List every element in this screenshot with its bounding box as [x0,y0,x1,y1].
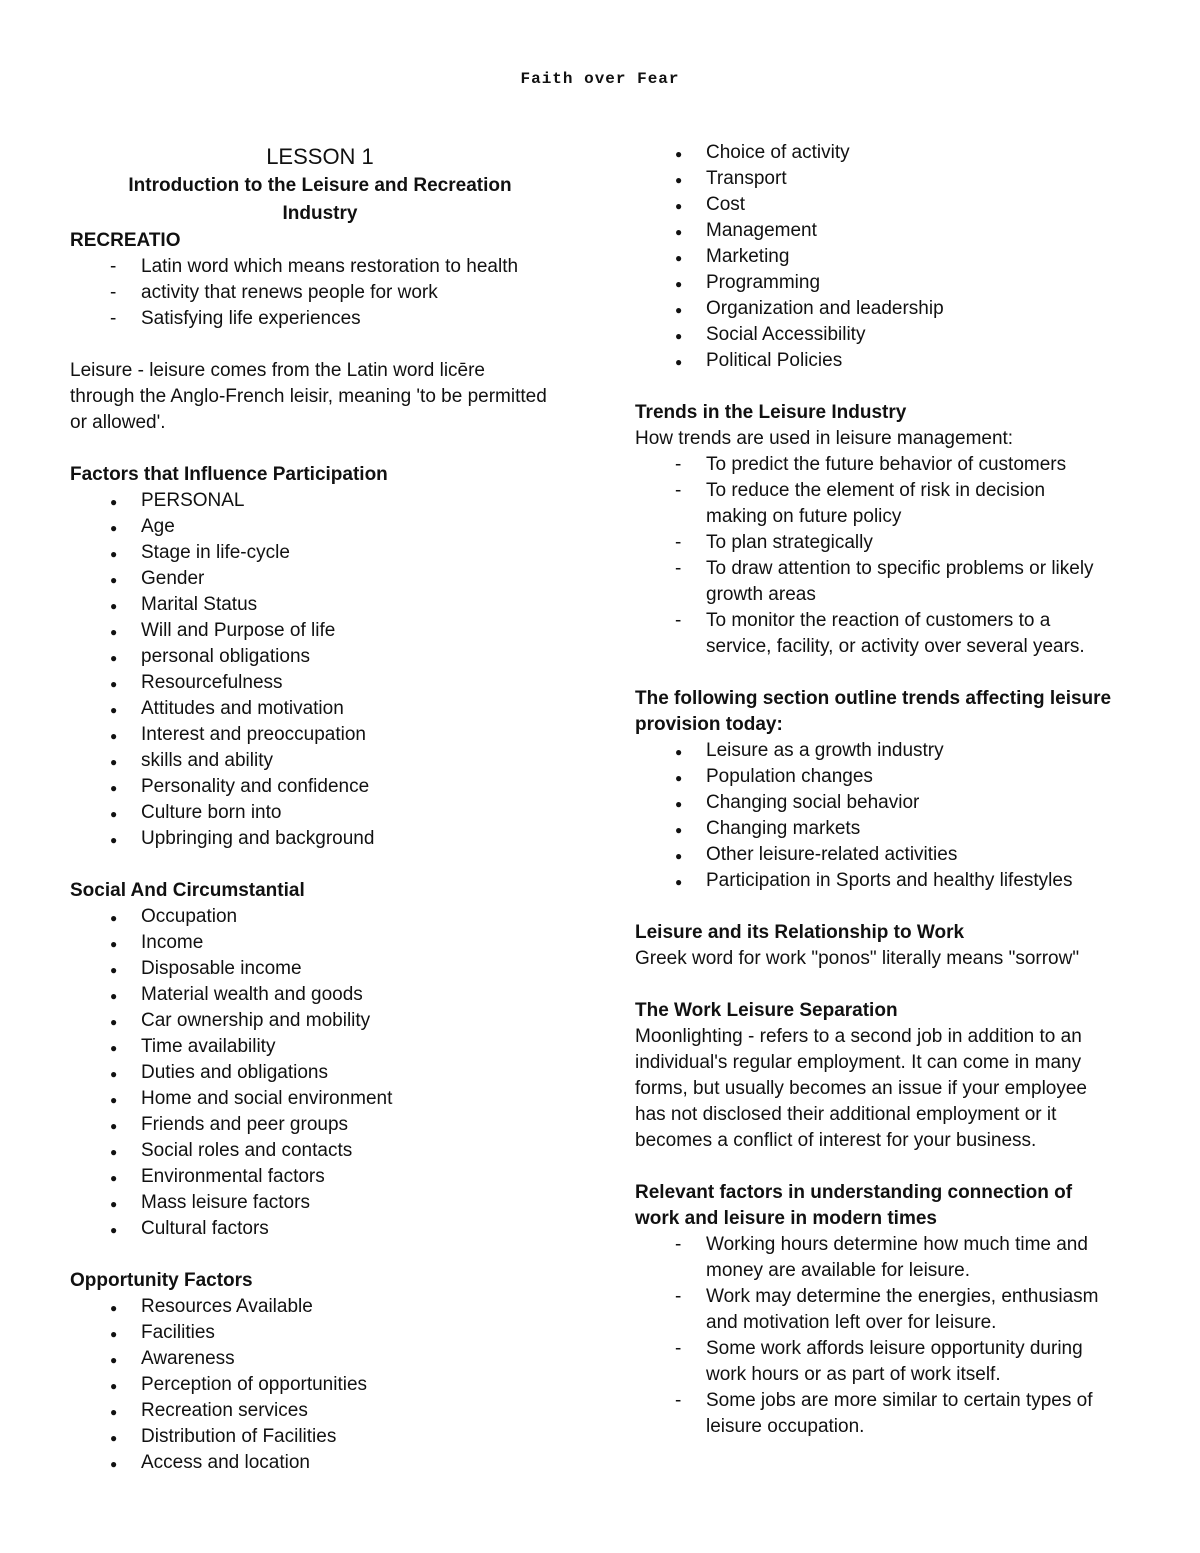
bullet-marker [110,618,130,645]
bullet-marker [675,192,695,219]
list-item [70,722,570,748]
list-item [70,280,570,306]
dash-marker [675,1388,695,1414]
list-item-text: Duties and obligations [141,1062,328,1083]
list-item-text: Environmental factors [141,1166,325,1187]
relevant-heading-line2: work and leisure in modern times [635,1208,937,1229]
following-list [635,738,1135,894]
bullet-marker [110,514,130,541]
list-item [70,1086,570,1112]
list-item [70,644,570,670]
list-item [70,748,570,774]
list-item [70,1294,570,1320]
list-item-text: Material wealth and goods [141,984,363,1005]
bullet-marker [675,868,695,895]
leisure-definition-line: Leisure - leisure comes from the Latin word licēre [70,360,486,381]
bullet-marker [110,670,130,697]
right-column [635,140,1135,1440]
list-item-text: Satisfying life experiences [141,308,361,329]
list-item [70,1216,570,1242]
list-item-text: Participation in Sports and healthy lifestyles [706,870,1073,891]
list-item-text: Recreation services [141,1400,308,1421]
list-item [635,296,1135,322]
bullet-marker [675,270,695,297]
list-item-text: Some jobs are more similar to certain types of [706,1390,1093,1411]
list-item [635,608,1135,660]
list-item-text: Access and location [141,1452,310,1473]
list-item-text: Income [141,932,204,953]
list-item [70,1190,570,1216]
social-list [70,904,570,1242]
opportunity-list-continued [635,140,1135,374]
list-item-text: Leisure as a growth industry [706,740,944,761]
separation-line: individual's regular employment. It can come in many [635,1052,1082,1073]
list-item [70,1398,570,1424]
list-item [635,244,1135,270]
list-item [70,800,570,826]
bullet-marker [110,1086,130,1113]
list-item [635,738,1135,764]
list-item-text: Facilities [141,1322,215,1343]
list-item-text: Awareness [141,1348,235,1369]
lesson-subtitle-line1: Introduction to the Leisure and Recreation [128,175,512,196]
list-item-text: Work may determine the energies, enthusiasm [706,1286,1099,1307]
list-item [70,618,570,644]
following-heading-line2: provision today: [635,714,783,735]
list-item [635,140,1135,166]
bullet-marker [110,1424,130,1451]
bullet-marker [675,790,695,817]
lesson-title: LESSON 1 [266,144,374,169]
leisure-definition-line: through the Anglo-French leisir, meaning 'to be permitted [70,386,547,407]
list-item-text: Some work affords leisure opportunity during [706,1338,1083,1359]
list-item-text: Organization and leadership [706,298,944,319]
list-item-text: Working hours determine how much time and [706,1234,1088,1255]
list-item-text: Time availability [141,1036,276,1057]
dash-marker [675,478,695,504]
list-item [70,566,570,592]
dash-marker [675,608,695,634]
list-item [70,774,570,800]
page-header: Faith over Fear [520,70,680,88]
bullet-marker [110,748,130,775]
list-item [70,930,570,956]
list-item-text: Perception of opportunities [141,1374,368,1395]
factors-list [70,488,570,852]
factors-heading: Factors that Influence Participation [70,464,388,485]
list-item-text: To reduce the element of risk in decision [706,480,1046,501]
list-item-text: activity that renews people for work [141,282,438,303]
list-item [635,322,1135,348]
list-item [635,1388,1135,1440]
list-item [70,592,570,618]
list-item [635,270,1135,296]
list-item-text: Culture born into [141,802,282,823]
list-item-text: Transport [706,168,787,189]
list-item-text: Attitudes and motivation [141,698,344,719]
lesson-subtitle-line2: Industry [282,203,358,224]
relationship-text: Greek word for work "ponos" literally means "sorrow" [635,948,1080,969]
list-item [70,1060,570,1086]
list-item [70,1138,570,1164]
dash-marker [675,556,695,582]
list-item-text: Mass leisure factors [141,1192,310,1213]
list-item-text: Changing markets [706,818,861,839]
bullet-marker [110,592,130,619]
list-item [70,306,570,332]
list-item-text: and motivation left over for leisure. [706,1312,997,1333]
list-item-text: To draw attention to specific problems or likely [706,558,1094,579]
list-item-text: Car ownership and mobility [141,1010,371,1031]
separation-line: becomes a conflict of interest for your business. [635,1130,1037,1151]
list-item-text: To predict the future behavior of customers [706,454,1067,475]
bullet-marker [110,1450,130,1477]
list-item [635,816,1135,842]
bullet-marker [110,1138,130,1165]
list-item-text: PERSONAL [141,490,245,511]
bullet-marker [110,1164,130,1191]
list-item [70,1320,570,1346]
bullet-marker [110,800,130,827]
separation-line: Moonlighting - refers to a second job in addition to an [635,1026,1082,1047]
bullet-marker [675,322,695,349]
list-item [70,1164,570,1190]
relevant-heading-line1: Relevant factors in understanding connection of [635,1182,1073,1203]
dash-marker [110,254,130,280]
list-item-text: Upbringing and background [141,828,375,849]
list-item-text: Stage in life-cycle [141,542,290,563]
list-item [70,826,570,852]
recreation-list [70,254,570,332]
bullet-marker [110,930,130,957]
list-item-text: Choice of activity [706,142,850,163]
list-item [635,478,1135,530]
bullet-marker [110,826,130,853]
list-item-text: Cost [706,194,746,215]
list-item-text: To monitor the reaction of customers to a [706,610,1051,631]
leisure-definition-line: or allowed'. [70,412,166,433]
list-item-text: Interest and preoccupation [141,724,366,745]
list-item-text: Marketing [706,246,790,267]
list-item-text: Personality and confidence [141,776,370,797]
bullet-marker [110,540,130,567]
list-item [70,696,570,722]
bullet-marker [110,722,130,749]
list-item [70,904,570,930]
bullet-marker [675,842,695,869]
bullet-marker [675,296,695,323]
bullet-marker [110,1034,130,1061]
list-item [635,218,1135,244]
bullet-marker [110,1320,130,1347]
list-item [70,1034,570,1060]
list-item [70,1112,570,1138]
bullet-marker [110,1008,130,1035]
dash-marker [110,306,130,332]
bullet-marker [675,764,695,791]
opportunity-heading: Opportunity Factors [70,1270,253,1291]
bullet-marker [110,1398,130,1425]
list-item [635,842,1135,868]
bullet-marker [110,1190,130,1217]
separation-line: has not disclosed their additional employment or it [635,1104,1057,1125]
list-item [635,1284,1135,1336]
list-item-text: Population changes [706,766,873,787]
list-item [70,254,570,280]
bullet-marker [110,1112,130,1139]
opportunity-list [70,1294,570,1476]
list-item [70,1372,570,1398]
list-item [635,1336,1135,1388]
left-column [70,140,570,1476]
list-item-text: making on future policy [706,506,902,527]
bullet-marker [675,218,695,245]
list-item-text: Management [706,220,817,241]
list-item [635,764,1135,790]
bullet-marker [110,982,130,1009]
list-item-text: Marital Status [141,594,258,615]
list-item [70,540,570,566]
bullet-marker [110,956,130,983]
dash-marker [675,1336,695,1362]
list-item-text: To plan strategically [706,532,873,553]
list-item [70,670,570,696]
list-item-text: Resources Available [141,1296,313,1317]
list-item [70,488,570,514]
list-item [635,166,1135,192]
list-item-text: Age [141,516,175,537]
list-item [70,1450,570,1476]
bullet-marker [675,244,695,271]
list-item [635,790,1135,816]
dash-marker [675,1232,695,1258]
list-item-text: growth areas [706,584,816,605]
bullet-marker [110,774,130,801]
list-item-text: Home and social environment [141,1088,393,1109]
bullet-marker [110,696,130,723]
bullet-marker [110,1346,130,1373]
list-item [635,192,1135,218]
list-item-text: work hours or as part of work itself. [706,1364,1001,1385]
list-item-text: Changing social behavior [706,792,920,813]
bullet-marker [675,348,695,375]
trends-list [635,452,1135,660]
list-item-text: Will and Purpose of life [141,620,336,641]
relevant-list [635,1232,1135,1440]
separation-line: forms, but usually becomes an issue if your employee [635,1078,1087,1099]
bullet-marker [110,566,130,593]
relationship-heading: Leisure and its Relationship to Work [635,922,965,943]
list-item-text: Latin word which means restoration to health [141,256,519,277]
list-item [70,1346,570,1372]
separation-heading: The Work Leisure Separation [635,1000,898,1021]
trends-intro: How trends are used in leisure management: [635,428,1014,449]
list-item-text: service, facility, or activity over several years. [706,636,1085,657]
list-item-text: Distribution of Facilities [141,1426,337,1447]
list-item-text: skills and ability [141,750,273,771]
list-item [70,956,570,982]
bullet-marker [675,140,695,167]
list-item-text: leisure occupation. [706,1416,865,1437]
list-item-text: Cultural factors [141,1218,269,1239]
bullet-marker [675,738,695,765]
list-item [635,1232,1135,1284]
dash-marker [675,1284,695,1310]
list-item-text: Resourcefulness [141,672,283,693]
list-item [635,868,1135,894]
list-item-text: Political Policies [706,350,843,371]
list-item-text: Gender [141,568,205,589]
bullet-marker [110,904,130,931]
list-item [635,452,1135,478]
list-item-text: Social roles and contacts [141,1140,353,1161]
bullet-marker [110,1372,130,1399]
bullet-marker [675,816,695,843]
list-item [635,348,1135,374]
recreation-heading: RECREATIO [70,230,181,251]
list-item-text: Social Accessibility [706,324,866,345]
bullet-marker [110,644,130,671]
list-item-text: personal obligations [141,646,311,667]
list-item [70,982,570,1008]
list-item [70,514,570,540]
list-item [70,1424,570,1450]
list-item [635,530,1135,556]
list-item [70,1008,570,1034]
list-item-text: Programming [706,272,821,293]
bullet-marker [675,166,695,193]
list-item [635,556,1135,608]
list-item-text: Occupation [141,906,238,927]
bullet-marker [110,1060,130,1087]
list-item-text: money are available for leisure. [706,1260,971,1281]
bullet-marker [110,488,130,515]
dash-marker [110,280,130,306]
list-item-text: Other leisure-related activities [706,844,958,865]
trends-heading: Trends in the Leisure Industry [635,402,907,423]
following-heading-line1: The following section outline trends affecting leisure [635,688,1112,709]
list-item-text: Disposable income [141,958,302,979]
bullet-marker [110,1216,130,1243]
dash-marker [675,452,695,478]
dash-marker [675,530,695,556]
list-item-text: Friends and peer groups [141,1114,349,1135]
bullet-marker [110,1294,130,1321]
social-heading: Social And Circumstantial [70,880,305,901]
